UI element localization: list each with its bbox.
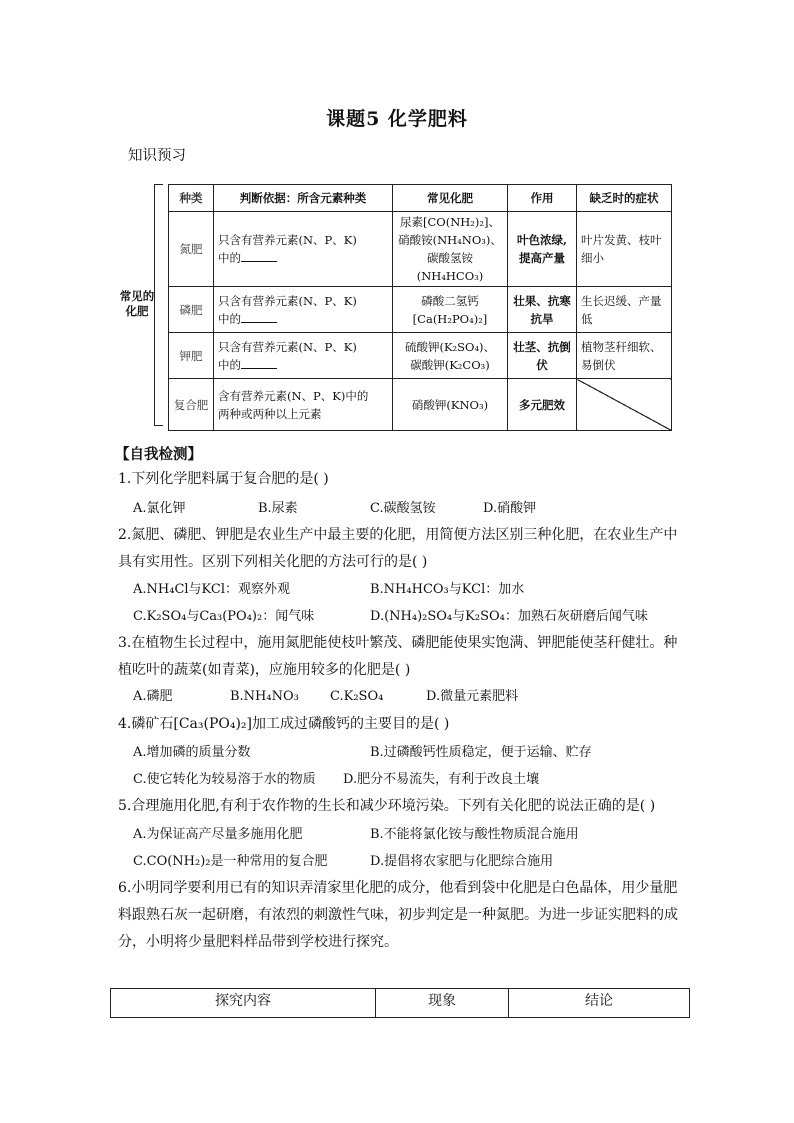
option-a[interactable]: A.磷肥 [133,689,173,704]
table-row [169,212,672,287]
option-a[interactable]: A.NH₄Cl与KCl：观察外观 [133,582,291,597]
basis-cell [214,333,393,379]
option-d[interactable]: D.硝酸钾 [483,501,537,516]
page-title: 课题5 化学肥料 [326,108,468,130]
question-3: 3.在植物生长过程中，施用氮肥能使枝叶繁茂、磷肥能使果实饱满、钾肥能使茎秆健壮。种植吃叶的蔬菜(如青菜)，应施用较多的化肥是( ) [118,635,678,678]
fertilizer-line: 尿素[CO(NH₂)₂]、 [400,215,500,229]
fertilizer-line: 硫酸钾(K₂SO₄)、 [404,339,496,354]
basis-line-2: 两种或两种以上元素 [218,406,322,421]
self-check-heading: 【自我检测】 [115,446,202,463]
fertilizer-line: [Ca(H₂PO₄)₂] [412,311,488,326]
basis-line-2: 中的 [218,310,388,328]
fill-blank[interactable] [241,249,277,262]
fertilizer-line: 磷酸二氢钙 [421,293,479,308]
diagonal-empty-cell [577,379,672,431]
table-header: 探究内容 [111,989,376,1018]
fertilizer-line: 硝酸铵(NH₄NO₃)、 [398,233,502,247]
basis-cell [214,212,393,287]
option-c[interactable]: C.K₂SO₄ [330,689,384,704]
option-d[interactable]: D.微量元素肥料 [426,689,519,704]
basis-cell [214,287,393,333]
question-5: 5.合理施用化肥,有利于农作物的生长和减少环境污染。下列有关化肥的说法正确的是( ) [118,798,656,814]
basis-line: 只含有营养元素(N、P、K) [218,293,357,308]
basis-line: 只含有营养元素(N、P、K) [218,339,357,354]
option-a[interactable]: A.为保证高产尽量多施用化肥 [133,827,303,842]
kind-cell: 氮肥 [169,212,214,287]
table-header: 种类 [169,185,214,212]
inquiry-table [110,988,690,1018]
table-header: 常见化肥 [393,185,508,212]
symptom-cell: 叶片发黄、枝叶细小 [577,212,672,287]
fertilizer-cell [393,287,508,333]
question-1: 1.下列化学肥料属于复合肥的是( ) [118,471,329,487]
option-a[interactable]: A.氯化钾 [133,501,186,516]
fertilizer-cell [393,212,508,287]
option-c[interactable]: C.K₂SO₄与Ca₃(PO₄)₂：闻气味 [133,609,315,624]
basis-line: 只含有营养元素(N、P、K) [218,233,357,247]
symptom-cell: 植物茎秆细软、易倒伏 [577,333,672,379]
option-d[interactable]: D.肥分不易流失，有利于改良土壤 [343,772,540,787]
table-row [169,379,672,431]
basis-line-2: 中的 [218,356,388,374]
basis-line: 含有营养元素(N、P、K)中的 [218,388,369,403]
table-header: 现象 [376,989,509,1018]
fertilizer-cell [393,333,508,379]
option-c[interactable]: C.CO(NH₂)₂是一种常用的复合肥 [133,854,328,869]
option-b[interactable]: B.尿素 [258,501,298,516]
option-d[interactable]: D.(NH₄)₂SO₄与K₂SO₄：加熟石灰研磨后闻气味 [370,609,648,624]
kind-cell: 磷肥 [169,287,214,333]
option-d[interactable]: D.提倡将农家肥与化肥综合施用 [370,854,554,869]
question-2: 2.氮肥、磷肥、钾肥是农业生产中最主要的化肥，用简便方法区别三种化肥，在农业生产中具有实用性。区别下列相关化肥的方法可行的是( ) [118,527,678,570]
table-row [169,287,672,333]
question-6: 6.小明同学要利用已有的知识弄清家里化肥的成分，他看到袋中化肥是白色晶体，用少量肥料跟熟石灰一起研磨，有浓烈的刺激性气味，初步判定是一种氮肥。为进一步证实肥料的成分，小明将少量肥料样品带到学校进行探究。 [118,880,678,950]
table-header-row [111,989,690,1018]
table-header: 缺乏时的症状 [577,185,672,212]
table-header: 结论 [509,989,690,1018]
option-c[interactable]: C.碳酸氢铵 [370,501,436,516]
effect-cell: 壮果、抗寒抗旱 [508,287,577,333]
kind-cell: 复合肥 [169,379,214,431]
symptom-cell: 生长迟缓、产量低 [577,287,672,333]
option-c[interactable]: C.使它转化为较易溶于水的物质 [133,772,316,787]
fertilizer-line: 碳酸钾(K₂CO₃) [410,357,490,372]
basis-cell [214,379,393,431]
brace-label: 常见的化肥 [119,289,155,318]
fill-blank[interactable] [241,310,277,323]
question-4: 4.磷矿石[Ca₃(PO₄)₂]加工成过磷酸钙的主要目的是( ) [118,716,450,732]
effect-cell: 壮茎、抗倒伏 [508,333,577,379]
fill-blank[interactable] [241,356,277,369]
kind-cell: 钾肥 [169,333,214,379]
section-subtitle: 知识预习 [128,148,186,164]
option-b[interactable]: B.过磷酸钙性质稳定，便于运输、贮存 [370,745,592,760]
fertilizer-line: 碳酸氢铵(NH₄HCO₃) [416,251,484,283]
basis-line-2: 中的 [218,249,388,267]
fertilizer-table [168,184,672,431]
table-header: 判断依据：所含元素种类 [214,185,393,212]
option-b[interactable]: B.不能将氯化铵与酸性物质混合施用 [370,827,579,842]
table-row [169,333,672,379]
option-a[interactable]: A.增加磷的质量分数 [133,745,251,760]
effect-cell: 叶色浓绿,提高产量 [508,212,577,287]
table-header: 作用 [508,185,577,212]
option-b[interactable]: B.NH₄NO₃ [230,689,299,704]
option-b[interactable]: B.NH₄HCO₃与KCl：加水 [370,582,525,597]
table-header-row [169,185,672,212]
fertilizer-cell: 硝酸钾(KNO₃) [393,379,508,431]
effect-cell: 多元肥效 [508,379,577,431]
